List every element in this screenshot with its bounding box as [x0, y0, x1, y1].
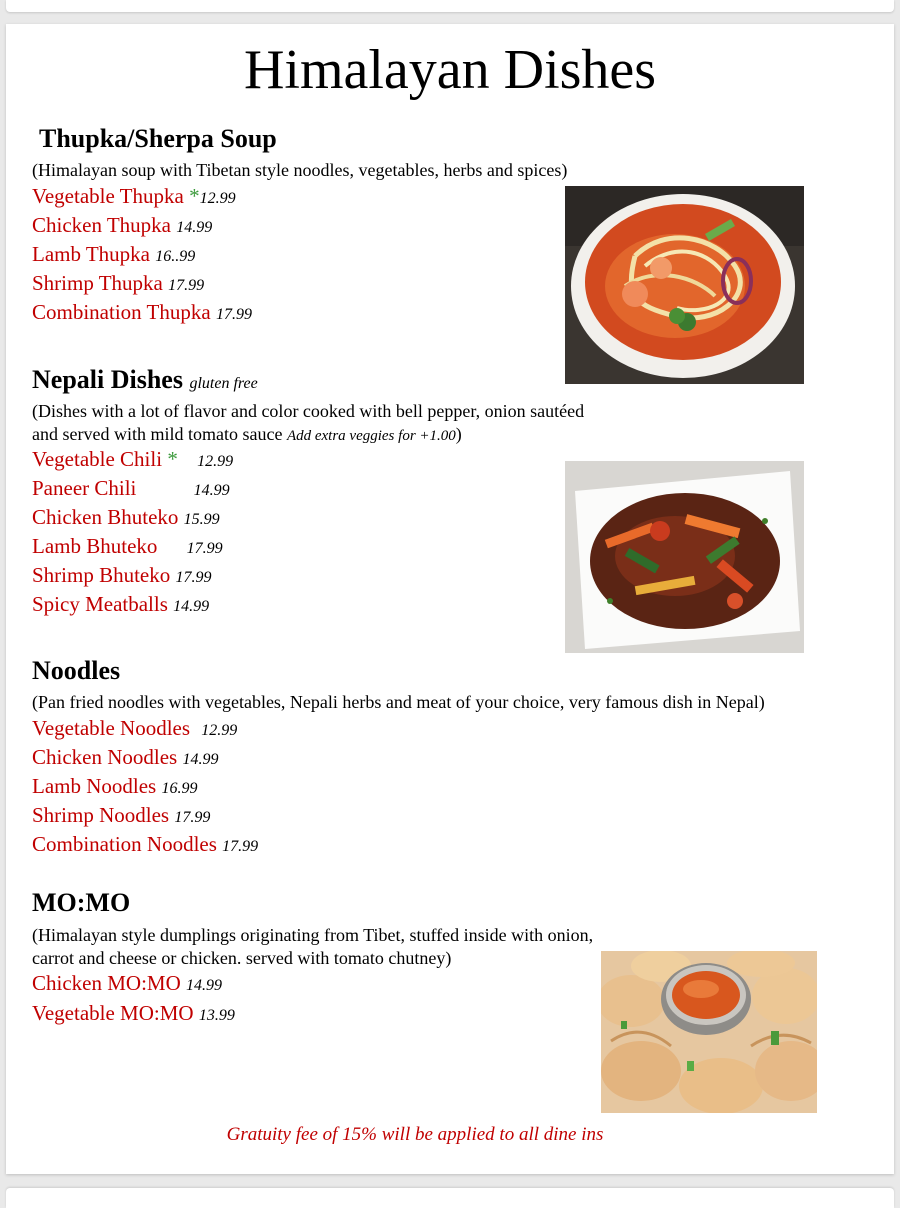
menu-item-name: Paneer Chili: [32, 476, 137, 500]
menu-item: [32, 590, 209, 621]
section-title-text: Nepali Dishes: [32, 365, 183, 394]
menu-item-price: 17.99: [215, 306, 252, 323]
menu-item-price: 14.99: [176, 219, 213, 236]
momo-dumplings-photo: [601, 951, 817, 1113]
menu-item: [32, 830, 258, 861]
menu-page: [6, 24, 894, 1174]
gratuity-note: Gratuity fee of 15% will be applied to all dine ins: [226, 1124, 604, 1145]
menu-item-name: Combination Noodles: [32, 832, 217, 856]
section-title-momo: MO:MO: [32, 888, 131, 917]
menu-item-price: 16.99: [161, 780, 198, 797]
menu-item: [32, 714, 237, 745]
menu-item-name: Shrimp Noodles: [32, 803, 170, 827]
menu-item-name: Lamb Thupka: [32, 242, 151, 266]
menu-item-name: Vegetable Thupka: [32, 184, 184, 208]
menu-item-price: 17.99: [175, 569, 212, 586]
menu-item-name: Vegetable Noodles: [32, 716, 191, 740]
menu-item-price: 14.99: [182, 751, 219, 768]
menu-item-name: Spicy Meatballs: [32, 592, 168, 616]
section-description-thupka: (Himalayan soup with Tibetan style noodles, vegetables, herbs and spices): [32, 160, 568, 180]
section-description-nepali-line1: (Dishes with a lot of flavor and color cooked with bell pepper, onion sautéed: [32, 401, 585, 421]
menu-item: [32, 182, 236, 213]
previous-page-edge: [6, 0, 894, 12]
menu-item-price: 16..99: [155, 248, 196, 265]
menu-item-name: Shrimp Thupka: [32, 271, 163, 295]
menu-item: [32, 474, 230, 505]
menu-item: [32, 503, 220, 534]
next-page-edge: [6, 1188, 894, 1208]
menu-item-name: Chicken Noodles: [32, 745, 178, 769]
menu-item-price: 12.99: [199, 190, 236, 207]
menu-item: [32, 743, 218, 774]
section-description-momo-line1: (Himalayan style dumplings originating from Tibet, stuffed inside with onion,: [32, 925, 594, 945]
menu-item-price: 15.99: [183, 511, 220, 528]
menu-item-price: 13.99: [198, 1007, 235, 1024]
menu-item: [32, 211, 212, 242]
menu-item: [32, 969, 222, 1000]
description-text: and served with mild tomato sauce: [32, 424, 283, 444]
section-title-noodles: Noodles: [32, 656, 121, 685]
page-title: Himalayan Dishes: [243, 39, 657, 101]
menu-item-price: 17.99: [168, 277, 205, 294]
menu-item: [32, 999, 235, 1030]
extra-veggies-note: Add extra veggies for +1.00: [286, 428, 456, 444]
menu-item-price: 12.99: [201, 722, 238, 739]
menu-item-name: Chicken MO:MO: [32, 971, 181, 995]
menu-item-price: 14.99: [173, 598, 210, 615]
menu-item-price: 14.99: [186, 977, 222, 994]
menu-item: [32, 561, 212, 592]
description-close: ): [455, 424, 462, 444]
menu-item-price: 12.99: [197, 453, 234, 470]
menu-item-name: Vegetable MO:MO: [32, 1001, 194, 1025]
menu-item: [32, 269, 204, 300]
thupka-soup-photo: [565, 186, 804, 384]
menu-item-name: Vegetable Chili: [32, 447, 163, 471]
menu-item: [32, 772, 197, 803]
section-description-noodles: (Pan fried noodles with vegetables, Nepali herbs and meat of your choice, very famous dish in Nepal): [32, 692, 765, 712]
menu-item: [32, 801, 210, 832]
menu-item-name: Lamb Bhuteko: [32, 534, 158, 558]
menu-item-name: Shrimp Bhuteko: [32, 563, 171, 587]
menu-item: [32, 445, 233, 476]
menu-item-price: 17.99: [174, 809, 211, 826]
menu-item-name: Chicken Bhuteko: [32, 505, 179, 529]
nepali-chili-dish-photo: [565, 461, 804, 653]
menu-item: [32, 532, 223, 563]
menu-item-price: 17.99: [186, 540, 223, 557]
gluten-free-label: gluten free: [189, 375, 258, 392]
menu-item: [32, 240, 195, 271]
menu-item-name: Combination Thupka: [32, 300, 211, 324]
vegetarian-star-icon: *: [167, 447, 178, 471]
menu-item-name: Chicken Thupka: [32, 213, 172, 237]
section-title-nepali: [32, 365, 258, 395]
menu-item-price: 17.99: [222, 838, 259, 855]
menu-item-price: 14.99: [193, 482, 230, 499]
menu-item-name: Lamb Noodles: [32, 774, 157, 798]
menu-item: [32, 298, 252, 329]
section-description-momo-line2: carrot and cheese or chicken. served with tomato chutney): [32, 948, 452, 968]
vegetarian-star-icon: *: [189, 184, 200, 208]
section-title-thupka: Thupka/Sherpa Soup: [39, 124, 277, 153]
